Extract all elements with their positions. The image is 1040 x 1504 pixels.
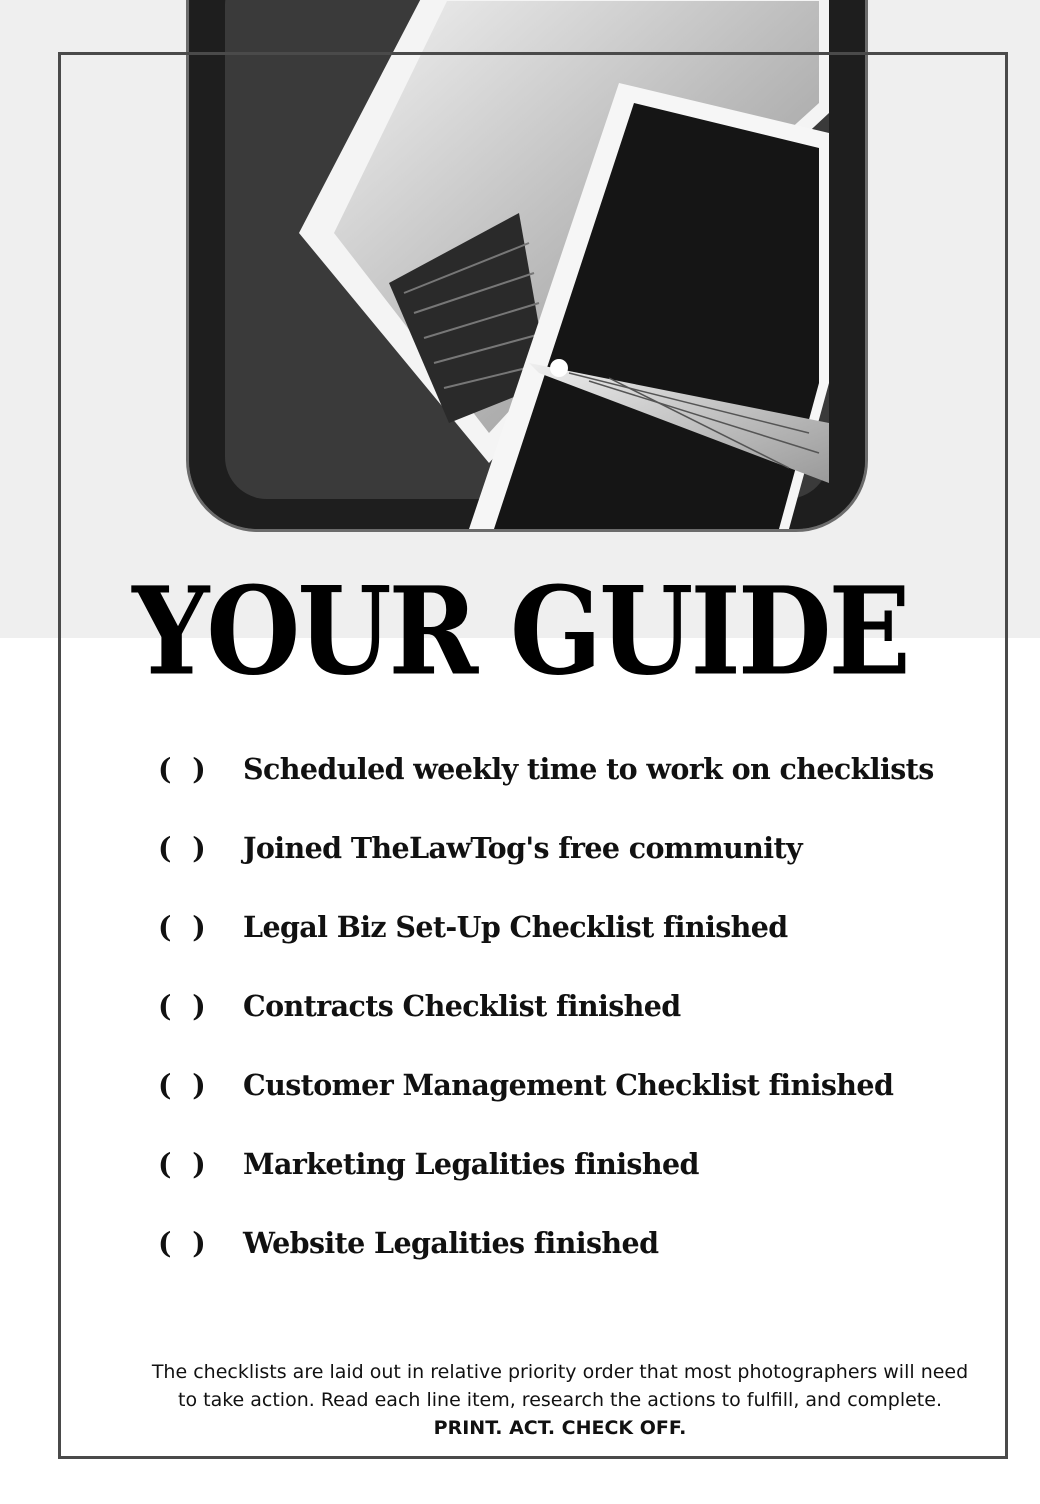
checkbox[interactable]: ( ) [158, 1226, 206, 1260]
checklist-item-label: Contracts Checklist finished [243, 989, 681, 1023]
checklist-item [158, 752, 978, 831]
checklist-item [158, 910, 978, 989]
checklist-item [158, 1068, 978, 1147]
checkbox[interactable]: ( ) [158, 910, 206, 944]
checklist-item-label: Legal Biz Set-Up Checklist finished [243, 910, 788, 944]
footer-line: to take action. Read each line item, research the actions to fulfill, and complete. [178, 1389, 942, 1411]
checkbox[interactable]: ( ) [158, 989, 206, 1023]
checkbox[interactable]: ( ) [158, 752, 206, 786]
guide-checklist [158, 752, 978, 1305]
checklist-item-label: Joined TheLawTog's free community [243, 831, 803, 865]
checkbox[interactable]: ( ) [158, 1147, 206, 1181]
checklist-item-label: Website Legalities finished [243, 1226, 659, 1260]
footer-line: The checklists are laid out in relative priority order that most photographers will need [151, 1361, 969, 1383]
checkbox[interactable]: ( ) [158, 1068, 206, 1102]
checklist-item-label: Marketing Legalities finished [243, 1147, 699, 1181]
checklist-item [158, 1147, 978, 1226]
checklist-item-label: Customer Management Checklist finished [243, 1068, 894, 1102]
checklist-item [158, 989, 978, 1068]
checklist-item-label: Scheduled weekly time to work on checklists [243, 752, 934, 786]
checklist-item [158, 1226, 978, 1305]
page-title: YOUR GUIDE [132, 561, 908, 703]
footer-tagline: PRINT. ACT. CHECK OFF. [433, 1417, 687, 1439]
checkbox[interactable]: ( ) [158, 831, 206, 865]
footer-note [60, 1358, 1040, 1442]
checklist-item [158, 831, 978, 910]
